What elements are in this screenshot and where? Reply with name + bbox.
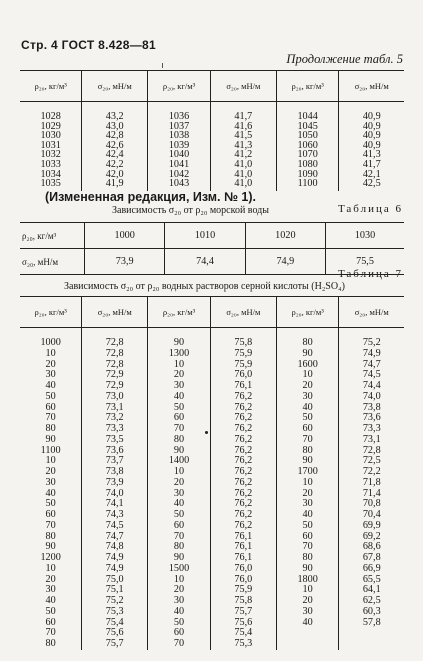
table-cell: 74,1 <box>82 499 148 510</box>
table-cell: 30 <box>276 607 339 618</box>
table-cell: 1300 <box>148 349 211 360</box>
table-row <box>20 131 404 141</box>
table-cell: 70 <box>45 627 56 639</box>
table-cell: 76,2 <box>210 446 276 457</box>
table-cell: 90 <box>148 553 211 564</box>
table-cell: 75,7 <box>210 607 276 618</box>
table-cell: 75,9 <box>210 585 276 596</box>
column-header: σ₂₀, мН/м <box>210 71 276 102</box>
table-cell: 41,9 <box>82 179 148 191</box>
column-header: σ₂₀, мН/м <box>339 297 404 328</box>
table-cell: 30 <box>276 392 339 403</box>
table-cell: 76,2 <box>210 424 276 435</box>
table-cell: 73,0 <box>82 392 148 403</box>
table-cell: 70 <box>45 519 56 531</box>
table-cell: 75,5 <box>326 249 404 275</box>
table-cell: 40 <box>148 499 211 510</box>
table-cell: 1044 <box>276 102 339 122</box>
table-6-label: Таблица 6 <box>337 203 403 215</box>
table-cell: 74,0 <box>82 489 148 500</box>
table-cell: 10 <box>276 370 339 381</box>
table-cell: 75,6 <box>82 628 148 639</box>
table-cell: 20 <box>45 358 56 370</box>
table-cell: 65,5 <box>339 575 404 586</box>
table-cell: 20 <box>45 466 56 477</box>
table-cell: 1050 <box>276 131 339 141</box>
table-cell: 75,1 <box>82 585 148 596</box>
table-cell: 74,4 <box>165 249 245 275</box>
table-7-caption: Зависимость σ₂₀ от ρ₂₀ водных растворов серной кислоты (H₂SO₄) <box>64 281 345 292</box>
table-cell: 75,8 <box>210 328 276 349</box>
table-cell: 76,2 <box>210 489 276 500</box>
column-header: σ₂₀, мН/м <box>339 71 404 102</box>
table-cell: 41,3 <box>339 150 404 160</box>
table-7 <box>20 296 404 650</box>
table-7-label: Таблица 7 <box>337 268 403 280</box>
table-cell: 50 <box>276 413 339 424</box>
table-cell: 80 <box>45 530 56 542</box>
table-cell: 76,2 <box>210 521 276 532</box>
table-cell: 76,1 <box>210 542 276 553</box>
table-row <box>20 618 404 629</box>
table-cell: 73,9 <box>82 478 148 489</box>
table-cell: 71,4 <box>339 489 404 500</box>
table-cell: 74,9 <box>82 553 148 564</box>
table-cell: 20 <box>276 381 339 392</box>
table-cell: 1033 <box>40 158 61 170</box>
table-cell: 10 <box>45 562 56 574</box>
table-cell: 72,5 <box>339 456 404 467</box>
table-cell: 40,9 <box>339 131 404 141</box>
table-cell: 40 <box>148 392 211 403</box>
table-row <box>20 532 404 543</box>
table-cell: 71,8 <box>339 478 404 489</box>
table-row <box>20 510 404 521</box>
table-row <box>20 521 404 532</box>
table-cell: 42,1 <box>339 170 404 180</box>
table-cell: 50 <box>45 605 56 617</box>
table-cell: 40 <box>45 595 56 606</box>
table-cell: 72,9 <box>82 370 148 381</box>
table-cell: 76,1 <box>210 532 276 543</box>
column-header: σ₂₀, мН/м <box>82 297 148 328</box>
table-cell: 1037 <box>148 122 211 132</box>
table-cell: 75,6 <box>210 618 276 629</box>
table-cell: 1031 <box>40 139 61 151</box>
column-header: ρ₂₀, кг/м³ <box>148 71 211 102</box>
table-cell: 90 <box>148 328 211 349</box>
table-cell: 75,2 <box>339 328 404 349</box>
table-cell: 70 <box>276 435 339 446</box>
table-cell: 1043 <box>148 179 211 191</box>
table-row <box>20 141 404 151</box>
table-row <box>20 102 404 122</box>
table-cell: 42,4 <box>82 150 148 160</box>
table-cell: 40 <box>276 618 339 629</box>
table-row <box>20 349 404 360</box>
table-cell: 41,0 <box>210 170 276 180</box>
table-cell: 72,8 <box>82 328 148 349</box>
table-cell: 10 <box>276 585 339 596</box>
table-cell: 72,8 <box>339 446 404 457</box>
table-cell: 1030 <box>326 223 404 249</box>
table-cell: 73,3 <box>339 424 404 435</box>
table-cell: 76,0 <box>210 370 276 381</box>
table-cell: 69,9 <box>339 521 404 532</box>
table-cell: 50 <box>148 403 211 414</box>
table-cell: 75,3 <box>210 639 276 650</box>
table-cell: 74,5 <box>82 521 148 532</box>
table-cell: 62,5 <box>339 596 404 607</box>
table-cell <box>276 628 339 639</box>
table-cell: 50 <box>148 618 211 629</box>
column-header: σ₂₀, мН/м <box>82 71 148 102</box>
table-cell: 70 <box>148 532 211 543</box>
table-row <box>20 179 404 191</box>
table-cell: 1090 <box>276 170 339 180</box>
table-row <box>20 360 404 371</box>
table-cell: 1010 <box>165 223 245 249</box>
column-header: σ₂₀, мН/м <box>210 297 276 328</box>
table-cell: 41,3 <box>210 141 276 151</box>
table-cell: 43,2 <box>82 102 148 122</box>
table-row <box>20 170 404 180</box>
table-row <box>20 424 404 435</box>
table-cell: 76,0 <box>210 564 276 575</box>
table-cell: 30 <box>276 499 339 510</box>
table-cell: 42,5 <box>339 179 404 191</box>
table-cell: 76,2 <box>210 456 276 467</box>
table-cell: 73,7 <box>82 456 148 467</box>
table-cell: 80 <box>45 638 56 649</box>
table-row <box>20 596 404 607</box>
scan-dot <box>205 431 208 434</box>
table-row <box>20 478 404 489</box>
table-cell: 74,9 <box>339 349 404 360</box>
table-cell: 76,2 <box>210 478 276 489</box>
table-row <box>20 585 404 596</box>
table-cell: 76,0 <box>210 575 276 586</box>
table-cell: 42,8 <box>82 131 148 141</box>
table-cell: 1020 <box>245 223 325 249</box>
table-cell: 50 <box>45 390 56 402</box>
table-cell: 80 <box>45 423 56 434</box>
table-cell: 75,9 <box>210 360 276 371</box>
table-cell: 72,9 <box>82 381 148 392</box>
table-cell: 10 <box>276 478 339 489</box>
table-cell: 50 <box>45 498 56 510</box>
table-cell: 74,5 <box>339 370 404 381</box>
table-cell: 75,7 <box>82 639 148 650</box>
table-cell: 74,8 <box>82 542 148 553</box>
table-cell: 30 <box>45 369 56 381</box>
table-cell: 75,3 <box>82 607 148 618</box>
table-row <box>20 223 404 249</box>
table-cell: 60 <box>148 413 211 424</box>
table-cell: 30 <box>148 489 211 500</box>
table-cell: 73,3 <box>82 424 148 435</box>
table-cell: 74,3 <box>82 510 148 521</box>
table-cell: 74,4 <box>339 381 404 392</box>
table-cell: 74,7 <box>339 360 404 371</box>
table-row <box>20 392 404 403</box>
table-cell <box>339 639 404 650</box>
table-cell: 1600 <box>276 360 339 371</box>
row-label: σ₂₀, мН/м <box>20 249 85 275</box>
table-row <box>20 489 404 500</box>
table-cell: 76,1 <box>210 553 276 564</box>
table-cell: 76,2 <box>210 392 276 403</box>
table-cell: 20 <box>148 370 211 381</box>
table-cell: 90 <box>276 456 339 467</box>
table-cell: 60 <box>45 401 56 413</box>
table-cell: 40 <box>276 510 339 521</box>
table-cell: 75,9 <box>210 349 276 360</box>
table-row <box>20 628 404 639</box>
continuation-label: Продолжение табл. 5 <box>286 52 403 66</box>
table-cell: 1200 <box>40 552 61 563</box>
table-cell: 1100 <box>40 444 61 456</box>
table-cell: 1032 <box>40 149 61 161</box>
table-cell: 60 <box>45 509 56 520</box>
table-cell: 73,1 <box>82 403 148 414</box>
table-cell: 76,2 <box>210 413 276 424</box>
table-cell: 1035 <box>40 178 61 190</box>
table-cell: 74,9 <box>82 564 148 575</box>
table-cell: 1000 <box>85 223 165 249</box>
table-cell: 69,2 <box>339 532 404 543</box>
table-cell: 75,8 <box>210 596 276 607</box>
table-row <box>20 381 404 392</box>
table-cell: 90 <box>276 349 339 360</box>
row-label: ρ₂₀, кг/м³ <box>20 223 85 249</box>
table-cell: 90 <box>45 433 56 445</box>
table-cell: 60 <box>276 424 339 435</box>
table-cell: 70 <box>276 542 339 553</box>
table-5-continued <box>20 70 404 191</box>
table-cell: 10 <box>45 455 56 467</box>
table-cell: 50 <box>148 510 211 521</box>
table-cell: 30 <box>148 596 211 607</box>
table-cell: 1038 <box>148 131 211 141</box>
table-cell: 1029 <box>40 120 61 132</box>
table-cell: 70 <box>148 639 211 650</box>
table-cell: 70,8 <box>339 499 404 510</box>
table-cell: 41,7 <box>339 160 404 170</box>
table-cell: 74,0 <box>339 392 404 403</box>
table-row <box>20 435 404 446</box>
table-cell: 60 <box>45 616 56 628</box>
page-header: Стр. 4 ГОСТ 8.428—81 <box>21 38 156 52</box>
table-cell: 80 <box>148 435 211 446</box>
table-cell: 76,2 <box>210 499 276 510</box>
table-cell: 75,2 <box>82 596 148 607</box>
table-cell: 10 <box>148 360 211 371</box>
table-cell: 73,1 <box>339 435 404 446</box>
table-cell: 1030 <box>40 130 61 142</box>
table-row <box>20 607 404 618</box>
table-cell: 41,2 <box>210 150 276 160</box>
table-cell: 1700 <box>276 467 339 478</box>
table-cell: 80 <box>276 446 339 457</box>
table-cell: 90 <box>148 446 211 457</box>
table-cell: 1034 <box>40 168 61 180</box>
table-cell: 1036 <box>148 102 211 122</box>
table-cell: 76,2 <box>210 467 276 478</box>
table-cell: 67,8 <box>339 553 404 564</box>
table-cell: 50 <box>276 521 339 532</box>
table-cell: 74,7 <box>82 532 148 543</box>
table-cell: 74,9 <box>245 249 325 275</box>
table-cell: 40 <box>45 487 56 499</box>
table-cell: 40 <box>276 403 339 414</box>
table-cell: 60,3 <box>339 607 404 618</box>
table-cell: 80 <box>276 553 339 564</box>
table-cell: 73,8 <box>82 467 148 478</box>
table-cell: 70 <box>148 424 211 435</box>
table-cell: 40,9 <box>339 141 404 151</box>
table-cell: 1028 <box>40 111 61 122</box>
table-cell: 75,0 <box>82 575 148 586</box>
table-cell: 76,2 <box>210 403 276 414</box>
table-row <box>20 639 404 650</box>
table-row <box>20 122 404 132</box>
table-cell: 76,2 <box>210 435 276 446</box>
table-cell: 42,2 <box>82 160 148 170</box>
table-cell: 20 <box>276 489 339 500</box>
table-row <box>20 456 404 467</box>
table-cell: 20 <box>276 596 339 607</box>
table-cell: 60 <box>148 628 211 639</box>
table-cell: 30 <box>148 381 211 392</box>
table-cell: 73,8 <box>339 403 404 414</box>
table-cell: 41,0 <box>210 179 276 191</box>
column-header: ρ₂₀, кг/м³ <box>20 71 82 102</box>
table-cell: 20 <box>148 478 211 489</box>
table-cell: 60 <box>148 521 211 532</box>
table-cell: 1000 <box>40 337 61 348</box>
table-cell: 1400 <box>148 456 211 467</box>
table-cell: 1070 <box>276 150 339 160</box>
table-6-caption: Зависимость σ₂₀ от ρ₂₀ морской воды <box>112 205 269 216</box>
table-cell: 73,9 <box>85 249 165 275</box>
table-cell: 41,6 <box>210 122 276 132</box>
table-row <box>20 446 404 457</box>
table-cell: 72,8 <box>82 349 148 360</box>
table-row <box>20 553 404 564</box>
table-cell: 57,8 <box>339 618 404 629</box>
table-cell: 40 <box>148 607 211 618</box>
table-cell: 75,4 <box>82 618 148 629</box>
table-cell: 40 <box>45 380 56 391</box>
edition-note: (Измененная редакция, Изм. № 1). <box>45 190 256 204</box>
table-cell: 90 <box>276 564 339 575</box>
table-cell: 76,1 <box>210 381 276 392</box>
table-row <box>20 575 404 586</box>
table-row <box>20 328 404 349</box>
table-row <box>20 542 404 553</box>
table-row <box>20 150 404 160</box>
table-cell: 1042 <box>148 170 211 180</box>
table-row <box>20 467 404 478</box>
table-cell: 40,9 <box>339 122 404 132</box>
table-cell: 70,4 <box>339 510 404 521</box>
table-cell: 1060 <box>276 141 339 151</box>
table-cell: 20 <box>45 573 56 585</box>
table-row <box>20 564 404 575</box>
table-cell: 72,2 <box>339 467 404 478</box>
table-cell: 64,1 <box>339 585 404 596</box>
table-row <box>20 403 404 414</box>
table-cell: 1100 <box>276 179 339 191</box>
table-cell: 41,0 <box>210 160 276 170</box>
column-header: ρ₂₀, кг/м³ <box>276 71 339 102</box>
table-cell: 70 <box>45 412 56 424</box>
table-cell: 1500 <box>148 564 211 575</box>
column-header: ρ₂₀, кг/м³ <box>276 297 339 328</box>
table-row <box>20 370 404 381</box>
table-cell: 73,6 <box>339 413 404 424</box>
table-cell: 90 <box>45 541 56 553</box>
table-cell: 41,7 <box>210 102 276 122</box>
table-cell: 42,6 <box>82 141 148 151</box>
table-cell: 80 <box>148 542 211 553</box>
column-header: ρ₂₀, кг/м³ <box>20 297 82 328</box>
table-cell: 1040 <box>148 150 211 160</box>
table-cell: 73,2 <box>82 413 148 424</box>
table-cell: 42,0 <box>82 170 148 180</box>
table-cell: 40,9 <box>339 102 404 122</box>
table-cell: 75,4 <box>210 628 276 639</box>
table-cell: 1800 <box>276 575 339 586</box>
table-row <box>20 413 404 424</box>
column-header: ρ₂₀, кг/м³ <box>148 297 211 328</box>
table-cell: 10 <box>148 467 211 478</box>
table-cell: 73,6 <box>82 446 148 457</box>
table-cell: 76,2 <box>210 510 276 521</box>
table-cell: 41,5 <box>210 131 276 141</box>
table-cell: 1080 <box>276 160 339 170</box>
table-cell: 20 <box>148 585 211 596</box>
table-cell: 10 <box>45 347 56 359</box>
table-cell: 43,0 <box>82 122 148 132</box>
table-cell: 1041 <box>148 160 211 170</box>
table-cell: 80 <box>276 328 339 349</box>
scan-mark <box>162 63 163 68</box>
table-row <box>20 160 404 170</box>
table-row <box>20 499 404 510</box>
table-cell: 73,5 <box>82 435 148 446</box>
table-cell <box>339 628 404 639</box>
table-cell: 60 <box>276 532 339 543</box>
table-cell: 1045 <box>276 122 339 132</box>
table-cell: 72,8 <box>82 360 148 371</box>
table-cell <box>276 639 339 650</box>
table-cell: 66,9 <box>339 564 404 575</box>
table-cell: 10 <box>148 575 211 586</box>
table-cell: 30 <box>45 584 56 596</box>
table-cell: 1039 <box>148 141 211 151</box>
table-cell: 68,6 <box>339 542 404 553</box>
table-cell: 30 <box>45 476 56 488</box>
